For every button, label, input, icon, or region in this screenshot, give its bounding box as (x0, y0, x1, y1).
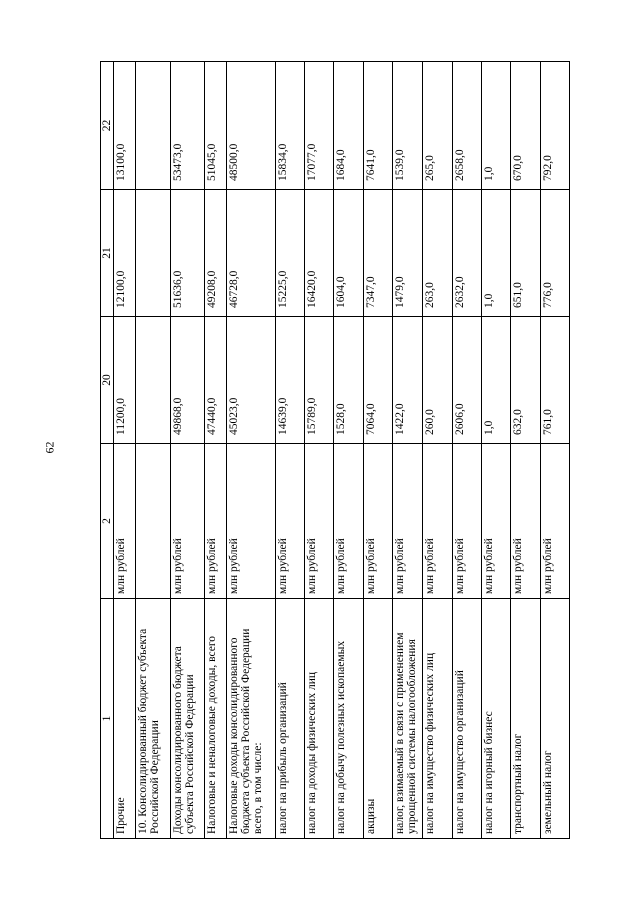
row-value-22-cell: 265,0 (423, 62, 452, 190)
row-value-22-cell: 53473,0 (170, 62, 204, 190)
row-value-21-cell: 1,0 (481, 190, 510, 317)
row-name-cell: Доходы консолидированного бюджета субъекта Российской Федерации (170, 599, 204, 839)
header-col-21: 21 (101, 190, 114, 317)
table-row (275, 62, 304, 839)
row-name-cell: Налоговые и неналоговые доходы, всего (204, 599, 226, 839)
row-value-22-cell (136, 62, 170, 190)
page-number: 62 (42, 441, 57, 454)
row-value-21-cell: 12100,0 (114, 190, 136, 317)
table-row (363, 62, 392, 839)
row-name-cell: налог на имущество физических лиц (423, 599, 452, 839)
row-name-cell: 10. Консолидированный бюджет субъекта Российской Федерации (136, 599, 170, 839)
header-col-1: 1 (101, 599, 114, 839)
table-row (423, 62, 452, 839)
row-value-20-cell: 2606,0 (452, 317, 481, 444)
row-unit-cell: млн рублей (511, 444, 540, 599)
table-row (114, 62, 136, 839)
row-unit-cell: млн рублей (481, 444, 510, 599)
row-value-22-cell: 7641,0 (363, 62, 392, 190)
row-unit-cell: млн рублей (227, 444, 276, 599)
row-value-20-cell: 45023,0 (227, 317, 276, 444)
row-value-20-cell (136, 317, 170, 444)
table-row (540, 62, 569, 839)
row-value-22-cell: 51045,0 (204, 62, 226, 190)
forecast-table (100, 61, 570, 839)
row-value-21-cell: 1479,0 (393, 190, 423, 317)
row-value-22-cell: 15834,0 (275, 62, 304, 190)
row-value-20-cell: 49868,0 (170, 317, 204, 444)
row-name-cell: земельный налог (540, 599, 569, 839)
row-value-21-cell: 16420,0 (305, 190, 334, 317)
row-unit-cell: млн рублей (540, 444, 569, 599)
row-value-22-cell: 17077,0 (305, 62, 334, 190)
row-name-cell: Прочие (114, 599, 136, 839)
row-value-20-cell: 1528,0 (334, 317, 363, 444)
row-unit-cell: млн рублей (275, 444, 304, 599)
row-value-20-cell: 47440,0 (204, 317, 226, 444)
row-value-20-cell: 632,0 (511, 317, 540, 444)
row-value-20-cell: 1422,0 (393, 317, 423, 444)
row-value-22-cell: 1539,0 (393, 62, 423, 190)
row-value-21-cell: 263,0 (423, 190, 452, 317)
table-row (204, 62, 226, 839)
row-name-cell: налог на имущество организаций (452, 599, 481, 839)
row-value-21-cell: 2632,0 (452, 190, 481, 317)
table-row (170, 62, 204, 839)
row-value-20-cell: 15789,0 (305, 317, 334, 444)
row-name-cell: налог, взимаемый в связи с применением упрощенной системы налогообложения (393, 599, 423, 839)
row-value-20-cell: 1,0 (481, 317, 510, 444)
row-value-21-cell: 46728,0 (227, 190, 276, 317)
row-value-22-cell: 2658,0 (452, 62, 481, 190)
row-name-cell: налог на доходы физических лиц (305, 599, 334, 839)
table-container (100, 62, 640, 834)
table-row (452, 62, 481, 839)
row-unit-cell: млн рублей (305, 444, 334, 599)
row-value-20-cell: 7064,0 (363, 317, 392, 444)
table-row (227, 62, 276, 839)
row-name-cell: Налоговые доходы консолидированного бюджета субъекта Российской Федерации всего, в том числе: (227, 599, 276, 839)
row-value-20-cell: 260,0 (423, 317, 452, 444)
row-value-20-cell: 14639,0 (275, 317, 304, 444)
row-unit-cell: млн рублей (363, 444, 392, 599)
row-unit-cell: млн рублей (393, 444, 423, 599)
row-value-20-cell: 761,0 (540, 317, 569, 444)
row-value-20-cell: 11200,0 (114, 317, 136, 444)
row-name-cell: акцизы (363, 599, 392, 839)
row-value-22-cell: 13100,0 (114, 62, 136, 190)
row-unit-cell: млн рублей (204, 444, 226, 599)
row-value-22-cell: 670,0 (511, 62, 540, 190)
row-name-cell: транспортный налог (511, 599, 540, 839)
row-name-cell: налог на прибыль организаций (275, 599, 304, 839)
row-value-21-cell: 651,0 (511, 190, 540, 317)
row-unit-cell: млн рублей (334, 444, 363, 599)
row-value-22-cell: 1684,0 (334, 62, 363, 190)
table-row (305, 62, 334, 839)
row-unit-cell (136, 444, 170, 599)
table-row (334, 62, 363, 839)
row-value-22-cell: 792,0 (540, 62, 569, 190)
rotated-table-frame (100, 62, 570, 839)
row-value-21-cell: 15225,0 (275, 190, 304, 317)
table-row (481, 62, 510, 839)
row-name-cell: налог на игорный бизнес (481, 599, 510, 839)
table-header-row (101, 62, 114, 839)
row-value-21-cell (136, 190, 170, 317)
row-value-22-cell: 48500,0 (227, 62, 276, 190)
row-unit-cell: млн рублей (114, 444, 136, 599)
table-row (511, 62, 540, 839)
row-unit-cell: млн рублей (423, 444, 452, 599)
header-col-22: 22 (101, 62, 114, 190)
header-col-20: 20 (101, 317, 114, 444)
row-value-21-cell: 7347,0 (363, 190, 392, 317)
table-row (393, 62, 423, 839)
row-name-cell: налог на добычу полезных ископаемых (334, 599, 363, 839)
row-unit-cell: млн рублей (170, 444, 204, 599)
row-unit-cell: млн рублей (452, 444, 481, 599)
row-value-21-cell: 1604,0 (334, 190, 363, 317)
row-value-21-cell: 776,0 (540, 190, 569, 317)
header-col-2: 2 (101, 444, 114, 599)
table-row (136, 62, 170, 839)
row-value-21-cell: 51636,0 (170, 190, 204, 317)
table-body (114, 62, 570, 839)
row-value-22-cell: 1,0 (481, 62, 510, 190)
row-value-21-cell: 49208,0 (204, 190, 226, 317)
